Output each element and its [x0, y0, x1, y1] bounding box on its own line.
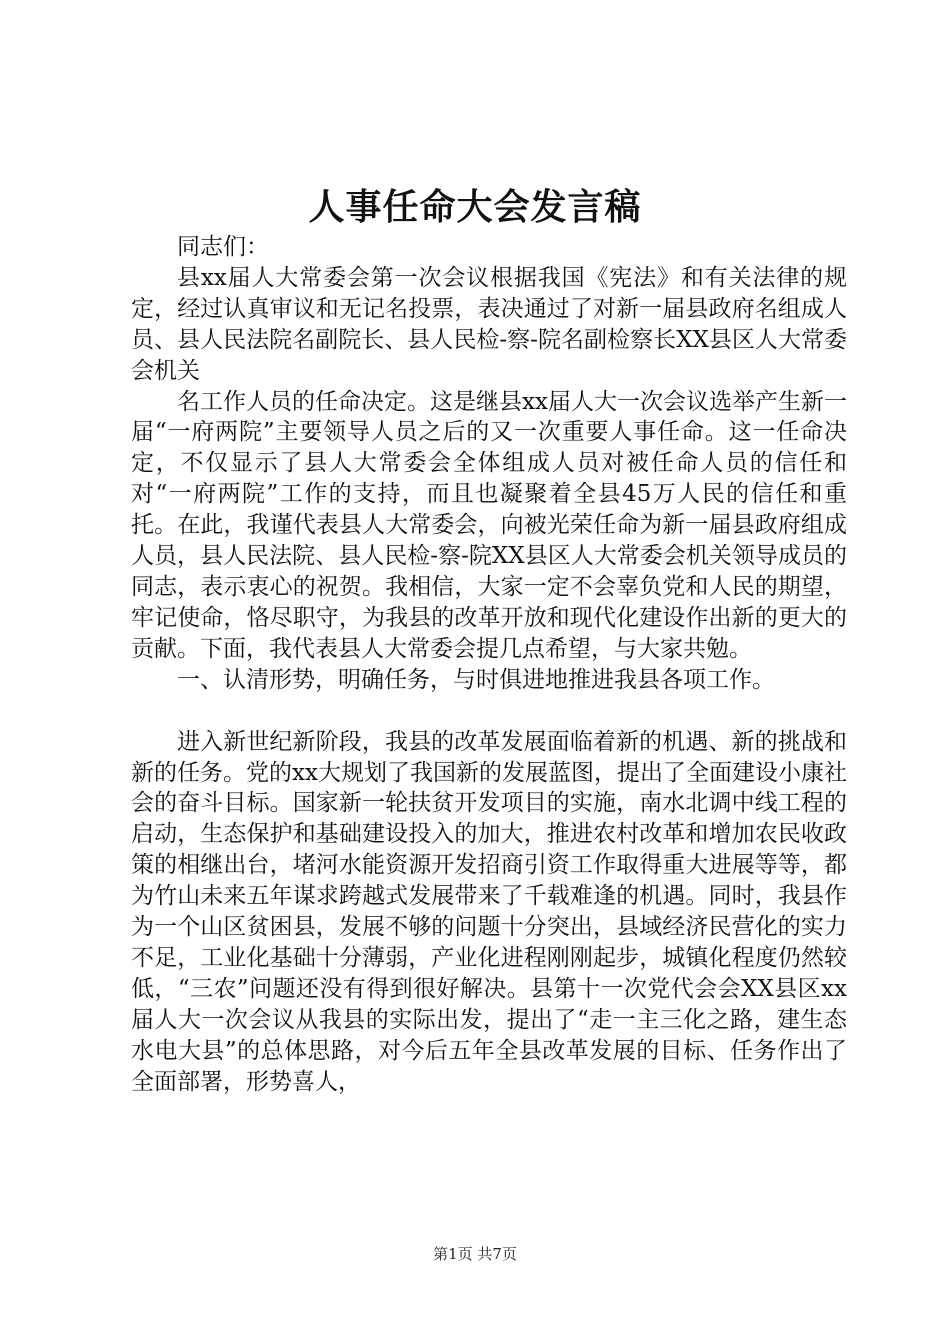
document-body [131, 232, 847, 1097]
salutation: 同志们： [177, 234, 269, 260]
paragraph: 进入新世纪新阶段，我县的改革发展面临着新的机遇、新的挑战和新的任务。党的xx大规划了我国新的发展蓝图，提出了全面建设小康社会的奋斗目标。国家新一轮扶贫开发项目的实施，南水北调中线工程的启动，生态保护和基础建设投入的加大，推进农村改革和增加农民收政策的相继出台，堵河水能资源开发招商引资工作取得重大进展等等，都为竹山未来五年谋求跨越式发展带来了千载难逢的机遇。同时，我县作为一个山区贫困县，发展不够的问题十分突出，县域经济民营化的实力不足，工业化基础十分薄弱，产业化进程刚刚起步，城镇化程度仍然较低，“三农”问题还没有得到很好解决。县第十一次党代会会XX县区xx届人大一次会议从我县的实际出发，提出了“走一主三化之路，建生态水电大县”的总体思路，对今后五年全县改革发展的目标、任务作出了全面部署，形势喜人， [131, 728, 847, 1095]
paragraph: 县xx届人大常委会第一次会议根据我国《宪法》和有关法律的规定，经过认真审议和无记名投票，表决通过了对新一届县政府名组成人员、县人民法院名副院长、县人民检-察-院名副检察长XX县区人大常委会机关 [131, 264, 847, 384]
paragraph: 名工作人员的任命决定。这是继县xx届人大一次会议选举产生新一届“一府两院”主要领导人员之后的又一次重要人事任命。这一任命决定，不仅显示了县人大常委会全体组成人员对被任命人员的信任和对“一府两院”工作的支持，而且也凝聚着全县45万人民的信任和重托。在此，我谨代表县人大常委会，向被光荣任命为新一届县政府组成人员，县人民法院、县人民检-察-院XX县区人大常委会机关领导成员的同志，表示衷心的祝贺。我相信，大家一定不会辜负党和人民的期望，牢记使命，恪尽职守，为我县的改革开放和现代化建设作出新的更大的贡献。下面，我代表县人大常委会提几点希望，与大家共勉。 [131, 388, 847, 662]
page-footer: 第1页 共7页 [433, 1245, 517, 1263]
section-heading: 一、认清形势，明确任务，与时俱进地推进我县各项工作。 [177, 666, 775, 693]
document-title: 人事任命大会发言稿 [308, 186, 642, 228]
